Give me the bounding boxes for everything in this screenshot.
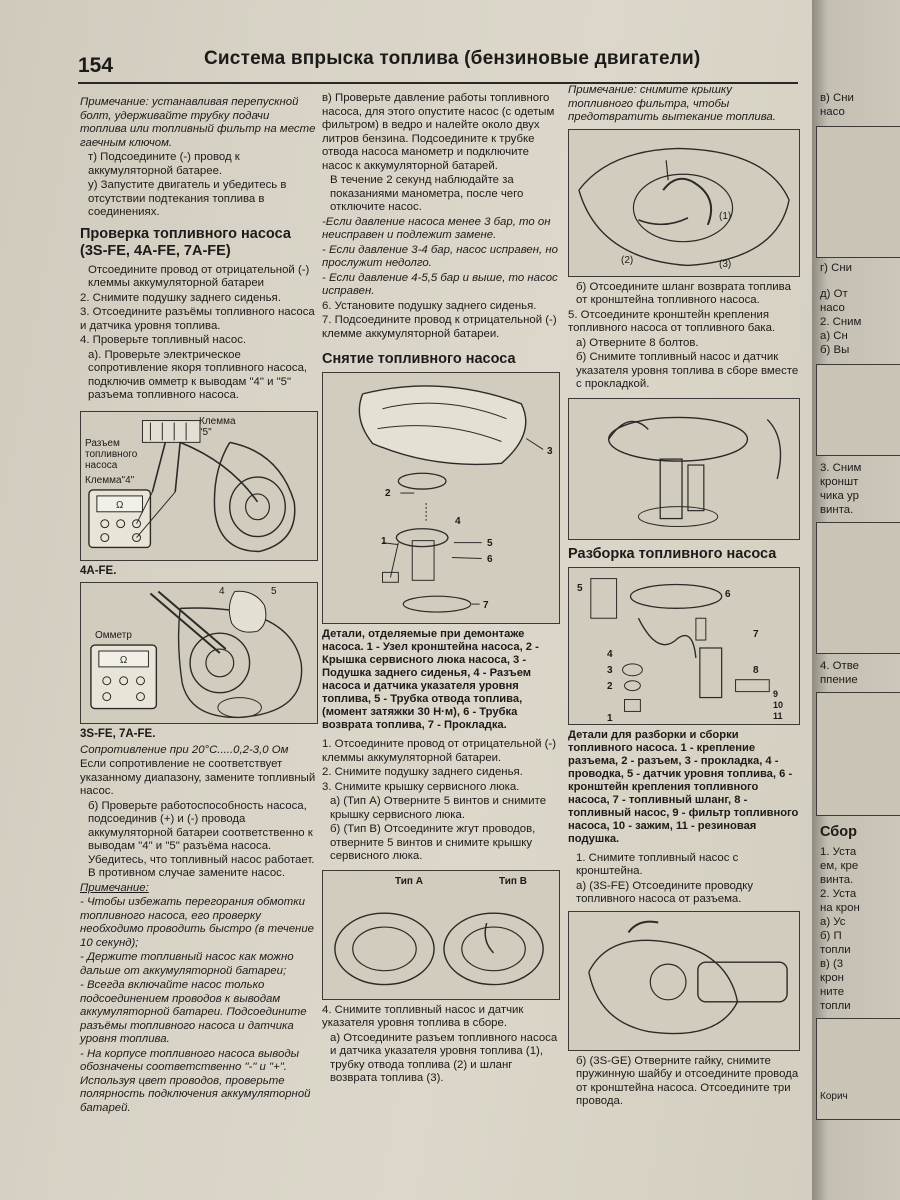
- figure-caption-3sfe: 3S-FE, 7A-FE.: [80, 728, 156, 740]
- removal-step-3b: б) (Тип В) Отсоедините жгут проводов, отверните 5 винтов и снимите крышку сервисного люка.: [330, 823, 536, 862]
- note2-item-3: - Всегда включайте насос только подсоединением проводов к выводам аккумуляторной батареи. Подсоедините разъёмы топливного насоса и датчика уровня топлива.: [80, 979, 307, 1045]
- step-u: у) Запустите двигатель и убедитесь в отсутствии подтекания топлива в соединениях.: [88, 179, 287, 218]
- label-ohmmeter: Омметр: [95, 630, 132, 641]
- dis-num-4: 4: [607, 648, 613, 660]
- np-line: 2. Сним: [820, 316, 862, 328]
- np-line: в) Сни: [820, 92, 854, 104]
- figure-removal-parts: [322, 372, 560, 624]
- resistance-text: Если сопротивление не соответствует указанному диапазону, замените топливный насос.: [80, 758, 316, 797]
- np-figure: [816, 1018, 900, 1120]
- np-line: а) Ус: [820, 916, 846, 928]
- removal-step-4: 4. Снимите топливный насос и датчик указателя уровня топлива в сборе.: [322, 1003, 524, 1029]
- fig-num-paren-3: (3): [719, 258, 732, 270]
- fig-num-paren-2: (2): [621, 254, 634, 266]
- np-line: на крон: [820, 902, 860, 914]
- figure-pump-wires: [568, 911, 800, 1051]
- np-line: насо: [820, 302, 845, 314]
- dis-num-2: 2: [607, 680, 613, 692]
- np-line: топли: [820, 1000, 851, 1012]
- note-filter-cap: Примечание: снимите крышку топливного фильтра, чтобы предотвратить вытекание топлива.: [568, 84, 776, 123]
- figure-caption-4afe: 4A-FE.: [80, 564, 117, 577]
- note2-item-4: - На корпусе топливного насоса выводы обозначены соответственно "-" и "+". Используя цвет проводов, проверьте полярность подключения аккумуляторной батарей.: [80, 1047, 311, 1114]
- column-left: [80, 96, 318, 1116]
- fig-num-1: 1: [381, 536, 387, 547]
- removal-step-4b: б) Отсоедините шланг возврата топлива от кронштейна топливного насоса.: [576, 280, 791, 306]
- dis-num-5: 5: [577, 582, 583, 594]
- fig-num-6: 6: [487, 554, 493, 565]
- np-line: 1. Уста: [820, 846, 857, 858]
- pressure-low: -Если давление насоса менее 3 бар, то он неисправен и подлежит замене.: [322, 215, 551, 241]
- fig-num-paren-1: (1): [719, 210, 732, 222]
- figure-service-hatch: [322, 870, 560, 1000]
- figure-bracket-removal: [568, 398, 800, 540]
- removal-step-3: 3. Снимите крышку сервисного люка.: [322, 780, 520, 793]
- disassembly-caption: Детали для разборки и сборки топливного насоса. 1 - крепление разъема, 2 - разъем, 3 - прокладка, 4 - проводка, 5 - датчик уровня топлива, 6 - кронштейн крепления топливного насоса, 7 - топливный шланг, 8 - топливный насос, 9 - фильтр топливного насоса, 10 - зажим, 11 - резиновая подушка.: [568, 728, 799, 845]
- np-line: кроншт: [820, 476, 859, 488]
- pressure-observe: В течение 2 секунд наблюдайте за показаниями манометра, после чего отключите насос.: [330, 174, 524, 213]
- page-header: [78, 46, 798, 84]
- np-line: 2. Уста: [820, 888, 857, 900]
- label-num-4: 4: [219, 586, 225, 597]
- np-line: б) Вы: [820, 344, 850, 356]
- removal-step-5b: б) Снимите топливный насос и датчик указателя уровня топлива в сборе вместе с прокладкой.: [576, 351, 799, 390]
- np-heading: Сбор: [820, 824, 857, 840]
- removal-step-1: 1. Отсоедините провод от отрицательной (-) клеммы аккумуляторной батареи.: [322, 738, 556, 764]
- page-number: 154: [78, 54, 114, 77]
- check-step-6: 6. Установите подушку заднего сиденья.: [322, 299, 537, 312]
- figure-disassembly-parts: [568, 567, 800, 725]
- pump-wires-illustration: [569, 912, 799, 1050]
- removal-parts-illustration: [323, 373, 559, 623]
- svg-text:Ω: Ω: [115, 499, 124, 511]
- bracket-removal-illustration: [569, 399, 799, 539]
- column-middle: [322, 92, 560, 1087]
- dis-num-6: 6: [725, 588, 731, 600]
- np-line: ем, кре: [820, 860, 859, 872]
- removal-step-2: 2. Снимите подушку заднего сиденья.: [322, 766, 523, 778]
- dis-num-8: 8: [753, 664, 759, 676]
- fig-num-3: 3: [547, 446, 553, 457]
- next-page-fragment: [812, 0, 900, 1200]
- check-step-7: 7. Подсоедините провод к отрицательной (-) клемме аккумуляторной батареи.: [322, 314, 557, 340]
- label-type-a: Тип А: [395, 875, 423, 887]
- dis-step-1: 1. Снимите топливный насос с кронштейна.: [576, 851, 739, 877]
- column-right: [568, 84, 800, 1110]
- label-type-b: Тип В: [499, 875, 527, 887]
- np-figure: [816, 522, 900, 654]
- check-step-4v: в) Проверьте давление работы топливного насоса, для этого опустите насос (с одетым фильтром) в ведро и налейте около двух литров бензина. Подсоедините к трубке отвода насоса манометр и подключите насос к аккумуляторной батарей.: [322, 92, 555, 172]
- disconnect-illustration: [569, 130, 799, 276]
- heading-pump-disassembly: Разборка топливного насоса: [568, 545, 777, 562]
- np-label: Корич: [820, 1091, 848, 1102]
- ohmmeter-tank-illustration: [81, 583, 317, 723]
- figure-ohmmeter-3sfe: [80, 582, 318, 724]
- dis-num-10: 10: [773, 699, 784, 710]
- np-line: д) От: [820, 288, 848, 300]
- np-figure: [816, 364, 900, 456]
- label-terminal-4: Клемма"4": [85, 474, 135, 486]
- np-line: г) Сни: [820, 262, 852, 274]
- removal-step-4a: а) Отсоедините разъем топливного насоса и датчика указателя уровня топлива (1), трубку отвода топлива (2) и шланг возврата топлива (3).: [330, 1031, 558, 1084]
- np-line: а) Сн: [820, 330, 848, 342]
- removal-step-3a: а) (Тип А) Отверните 5 винтов и снимите крышку сервисного люка.: [330, 795, 547, 821]
- label-terminal-5: Клемма "5": [199, 415, 236, 438]
- disassembly-parts-illustration: [569, 568, 799, 724]
- fig-num-5: 5: [487, 538, 493, 549]
- page-title: Система впрыска топлива (бензиновые двигатели): [204, 48, 701, 69]
- np-line: 4. Отве: [820, 660, 859, 672]
- np-line: чика ур: [820, 490, 859, 502]
- np-line: винта.: [820, 504, 854, 516]
- removal-caption: Детали, отделяемые при демонтаже насоса. 1 - Узел кронштейна насоса, 2 - Крышка сервисного люка насоса, 3 - Подушка заднего сиденья, 4 - Разъем насоса и датчика указателя уровня топлива, 5 - Трубка отвода топлива, (момент затяжки 30 Н·м), 6 - Трубка возврата топлива, 7 - Прокладка.: [322, 628, 539, 731]
- note2-heading: Примечание:: [80, 881, 149, 894]
- dis-num-9: 9: [773, 688, 779, 699]
- note2-item-1: - Чтобы избежать перегорания обмотки топливного насоса, его проверку необходимо проводить быстро (в течение 10 секунд);: [80, 896, 314, 949]
- svg-text:Ω: Ω: [119, 654, 128, 666]
- pressure-ok: - Если давление 4-5,5 бар и выше, то насос исправен.: [322, 271, 558, 297]
- dis-num-1: 1: [607, 712, 613, 724]
- check-step-4a: а). Проверьте электрическое сопротивление якоря топливного насоса, подключив омметр к выводам "4" и "5" разъема топливного насоса.: [88, 348, 308, 401]
- pressure-mid: - Если давление 3-4 бар, насос исправен, но прослужит недолго.: [322, 243, 558, 269]
- service-hatch-illustration: [323, 871, 559, 999]
- fig-num-4: 4: [455, 516, 461, 527]
- np-line: ните: [820, 986, 845, 998]
- np-figure: [816, 692, 900, 816]
- dis-num-7: 7: [753, 628, 759, 640]
- np-line: б) П: [820, 930, 842, 942]
- removal-step-5: 5. Отсоедините кронштейн крепления топливного насоса от топливного бака.: [568, 308, 776, 334]
- removal-step-5a: а) Отверните 8 болтов.: [576, 336, 699, 349]
- dis-step-1b: б) (3S-GE) Отверните гайку, снимите пружинную шайбу и отсоедините провода от кронштейна насоса. Отсоедините три провода.: [576, 1054, 799, 1107]
- note2-item-2: - Держите топливный насос как можно дальше от аккумуляторной батареи;: [80, 951, 294, 977]
- fig-num-2: 2: [385, 488, 391, 499]
- np-line: ппение: [820, 674, 858, 686]
- check-step-3: 3. Отсоедините разъёмы топливного насоса и датчика уровня топлива.: [80, 306, 315, 332]
- check-step-4b: б) Проверьте работоспособность насоса, подсоединив (+) и (-) провода аккумуляторной батареи соответственно к выводам "4" и "5" разъёма насоса. Убедитесь, что топливный насос работает. В противном случае замените насос.: [88, 799, 315, 879]
- check-step-1: Отсоедините провод от отрицательной (-) клеммы аккумуляторной батареи: [88, 263, 310, 289]
- np-line: топли: [820, 944, 851, 956]
- figure-disconnect: [568, 129, 800, 277]
- figure-ohmmeter-4afe: [80, 411, 318, 561]
- note-bypass-bolt: Примечание: устанавливая перепускной болт, удерживайте трубку подачи топлива или топливный фильтр на месте гаечным ключом.: [80, 96, 316, 149]
- dis-num-11: 11: [773, 710, 783, 721]
- np-line: в) (3: [820, 958, 844, 970]
- heading-pump-removal: Снятие топливного насоса: [322, 351, 516, 367]
- check-step-4: 4. Проверьте топливный насос.: [80, 334, 247, 346]
- np-line: 3. Сним: [820, 462, 862, 474]
- np-line: крон: [820, 972, 844, 984]
- dis-step-1a: а) (3S-FE) Отсоедините проводку топливного насоса от разъема.: [576, 879, 754, 905]
- dis-num-3: 3: [607, 664, 613, 676]
- step-t: т) Подсоедините (-) провод к аккумуляторной батарее.: [88, 151, 240, 177]
- fig-num-7: 7: [483, 600, 489, 611]
- check-step-2: 2. Снимите подушку заднего сиденья.: [80, 291, 281, 304]
- label-pump-connector: Разъем топливного насоса: [85, 437, 138, 471]
- np-line: насо: [820, 106, 845, 118]
- np-figure: [816, 126, 900, 258]
- heading-pump-check: Проверка топливного насоса (3S-FE, 4A-FE, 7A-FE): [80, 225, 291, 259]
- resistance-spec: Сопротивление при 20°С.....0,2-3,0 Ом: [80, 743, 289, 756]
- np-line: винта.: [820, 874, 854, 886]
- label-num-5: 5: [271, 586, 277, 597]
